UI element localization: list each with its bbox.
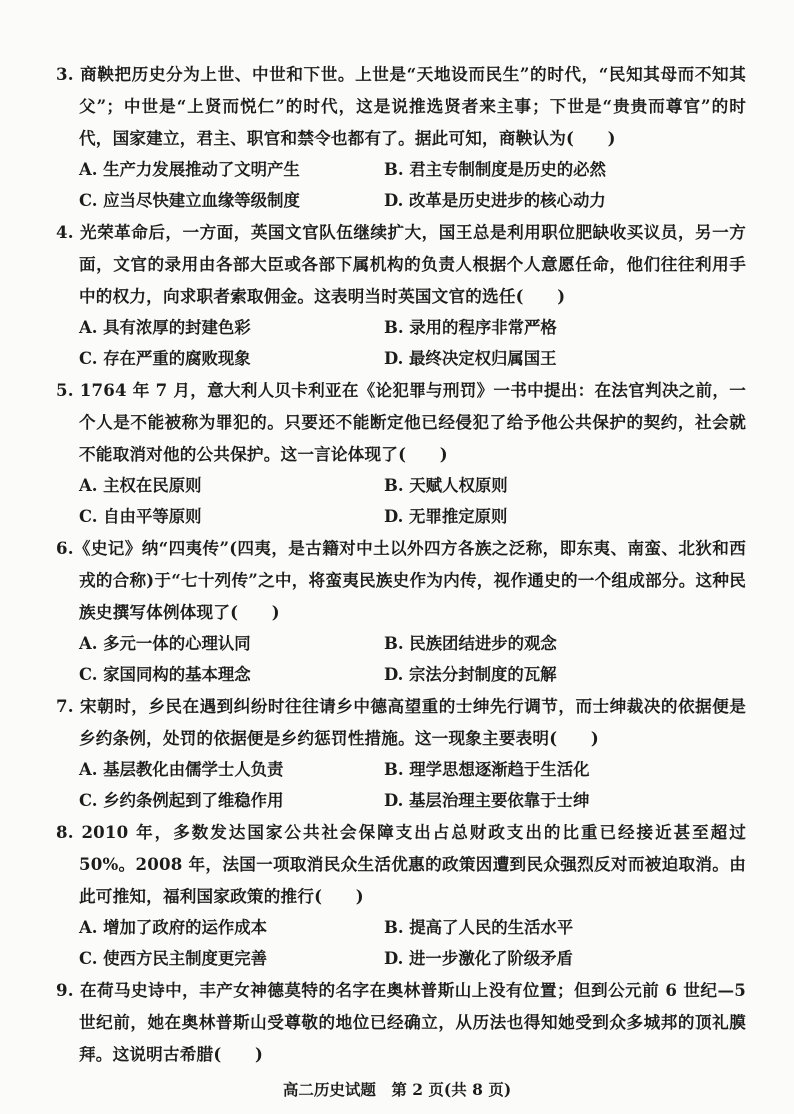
question-stem: 8. 2010 年，多数发达国家公共社会保障支出占总财政支出的比重已经接近甚至超过 50%。2008 年，法国一项取消民众生活优惠的政策因遭到民众强烈反对而被迫取消。由此可推知，福利国家政策的推行( ) xyxy=(56,822,746,906)
option-b[interactable]: B. 天赋人权原则 xyxy=(384,476,508,495)
option-c[interactable]: C. 自由平等原则 xyxy=(79,507,202,526)
option-c[interactable]: C. 家国同构的基本理念 xyxy=(79,665,251,684)
option-b[interactable]: B. 理学思想逐渐趋于生活化 xyxy=(384,760,590,779)
option-d[interactable]: D. 基层治理主要依靠于士绅 xyxy=(384,791,590,810)
question-stem: 5. 1764 年 7 月，意大利人贝卡利亚在《论犯罪与刑罚》一书中提出：在法官判决之前，一个人是不能被称为罪犯的。只要还不能断定他已经侵犯了给予他公共保护的契约，社会就不能取消对他的公共保护。这一言论体现了( ) xyxy=(56,380,746,464)
option-d[interactable]: D. 最终决定权归属国王 xyxy=(384,349,557,368)
question-stem: 3. 商鞅把历史分为上世、中世和下世。上世是“天地设而民生”的时代，“民知其母而不知其父”；中世是“上贤而悦仁”的时代，这是说推选贤者来主事；下世是“贵贵而尊官”的时代，国家建立，君主、职官和禁令也都有了。据此可知，商鞅认为( ) xyxy=(56,64,746,148)
option-c[interactable]: C. 应当尽快建立血缘等级制度 xyxy=(79,191,300,210)
question-8 xyxy=(56,816,746,974)
option-d[interactable]: D. 无罪推定原则 xyxy=(384,507,508,526)
questions-list xyxy=(56,58,746,1070)
question-stem: 4. 光荣革命后，一方面，英国文官队伍继续扩大，国王总是利用职位肥缺收买议员，另一方面，文官的录用由各部大臣或各部下属机构的负责人根据个人意愿任命，他们往往利用手中的权力，向求职者索取佣金。这表明当时英国文官的选任( ) xyxy=(56,222,746,306)
question-stem: 7. 宋朝时，乡民在遇到纠纷时往往请乡中德高望重的士绅先行调节，而士绅裁决的依据便是乡约条例，处罚的依据便是乡约惩罚性措施。这一现象主要表明( ) xyxy=(56,696,746,748)
option-c[interactable]: C. 存在严重的腐败现象 xyxy=(79,349,251,368)
option-d[interactable]: D. 宗法分封制度的瓦解 xyxy=(384,665,557,684)
option-a[interactable]: A. 多元一体的心理认同 xyxy=(79,634,251,653)
question-3 xyxy=(56,58,746,216)
option-a[interactable]: A. 生产力发展推动了文明产生 xyxy=(79,160,300,179)
option-b[interactable]: B. 君主专制制度是历史的必然 xyxy=(384,160,606,179)
question-5 xyxy=(56,374,746,532)
page-footer: 高二历史试题 第 2 页(共 8 页) xyxy=(282,1080,512,1099)
option-d[interactable]: D. 进一步激化了阶级矛盾 xyxy=(384,949,573,968)
question-9 xyxy=(56,974,746,1070)
question-stem: 6.《史记》纳“四夷传”(四夷，是古籍对中土以外四方各族之泛称，即东夷、南蛮、北狄和西戎的合称)于“七十列传”之中，将蛮夷民族史作为内传，视作通史的一个组成部分。这种民族史撰写体例体现了( ) xyxy=(56,538,746,622)
option-a[interactable]: A. 具有浓厚的封建色彩 xyxy=(79,318,251,337)
option-a[interactable]: A. 主权在民原则 xyxy=(79,476,202,495)
option-b[interactable]: B. 提高了人民的生活水平 xyxy=(384,918,574,937)
option-b[interactable]: B. 民族团结进步的观念 xyxy=(384,634,557,653)
question-4 xyxy=(56,216,746,374)
option-c[interactable]: C. 乡约条例起到了维稳作用 xyxy=(79,791,284,810)
option-d[interactable]: D. 改革是历史进步的核心动力 xyxy=(384,191,606,210)
option-b[interactable]: B. 录用的程序非常严格 xyxy=(384,318,557,337)
option-a[interactable]: A. 增加了政府的运作成本 xyxy=(79,918,268,937)
question-stem: 9. 在荷马史诗中，丰产女神德莫特的名字在奥林普斯山上没有位置；但到公元前 6 世纪—5 世纪前，她在奥林普斯山受尊敬的地位已经确立，从历法也得知她受到众多城邦的顶礼膜拜。这说明古希腊( ) xyxy=(56,980,746,1064)
option-c[interactable]: C. 使西方民主制度更完善 xyxy=(79,949,268,968)
question-6 xyxy=(56,532,746,690)
question-7 xyxy=(56,690,746,816)
option-a[interactable]: A. 基层教化由儒学士人负责 xyxy=(79,760,284,779)
